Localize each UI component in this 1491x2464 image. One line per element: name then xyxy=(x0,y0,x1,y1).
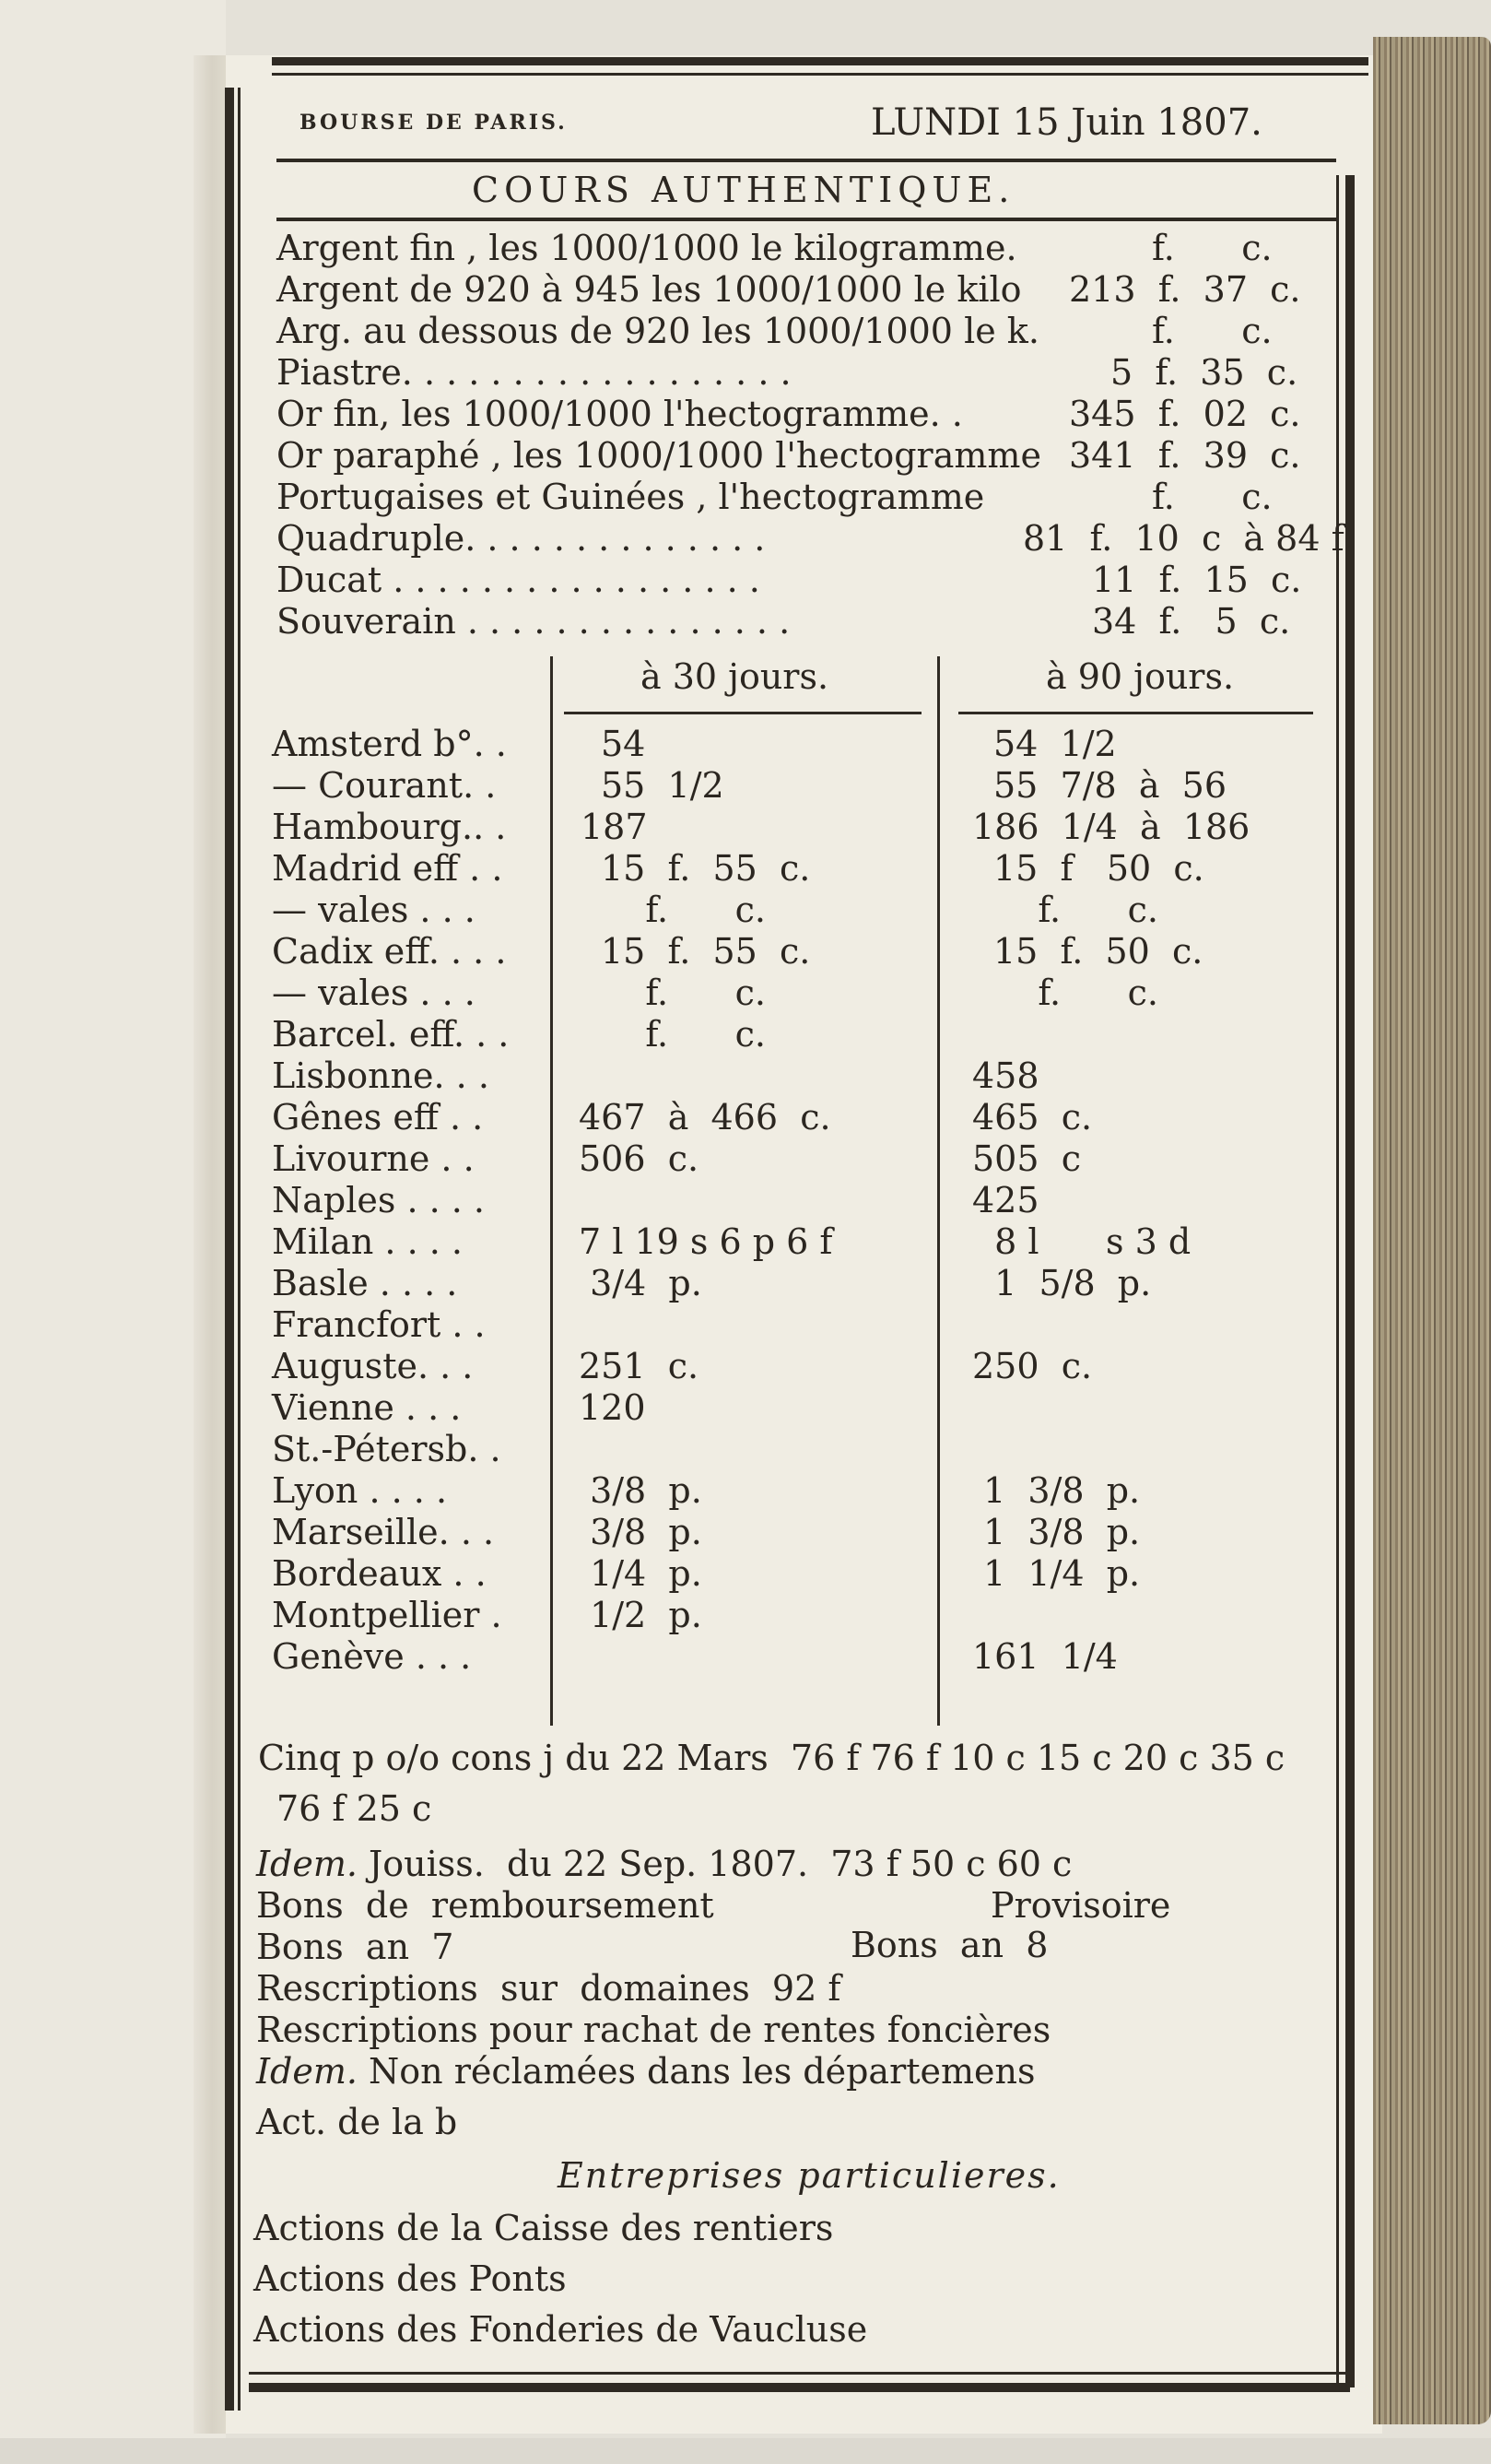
exchange-place: Basle . . . . xyxy=(272,1263,458,1303)
rate-30: 120 xyxy=(579,1387,646,1428)
rate-90: 8 l s 3 d xyxy=(972,1221,1192,1262)
cinq-pour-cent-line-2: 76 f 25 c xyxy=(276,1788,432,1829)
metal-value: f. c. xyxy=(1152,477,1273,517)
rate-30: 15 f. 55 c. xyxy=(601,931,811,972)
exchange-place: Livourne . . xyxy=(272,1138,475,1179)
idem-label: Idem. xyxy=(256,2051,358,2092)
rate-90: f. c. xyxy=(993,973,1158,1013)
rate-30: 55 1/2 xyxy=(601,765,724,806)
bottom-margin xyxy=(0,2438,1491,2464)
exchange-place: — vales . . . xyxy=(272,973,475,1013)
exchange-place: Montpellier . xyxy=(272,1595,502,1635)
rate-90: 1 3/8 p. xyxy=(972,1470,1141,1511)
metal-value: f. c. xyxy=(1152,228,1273,268)
rate-90: 458 xyxy=(972,1055,1039,1096)
left-border-thin xyxy=(238,88,241,2411)
rate-90: f. c. xyxy=(993,890,1158,930)
bottom-border-thin xyxy=(249,2372,1350,2375)
header-underline xyxy=(564,712,922,714)
idem-jouissance xyxy=(256,1844,1072,1884)
rate-90: 425 xyxy=(972,1180,1039,1220)
rate-30: 3/4 p. xyxy=(579,1263,702,1303)
title-rule xyxy=(276,218,1336,221)
metal-label: Arg. au dessous de 920 les 1000/1000 le k. xyxy=(276,311,1039,351)
bons-remboursement: Bons de remboursement xyxy=(256,1885,714,1926)
metal-value: 5 f. 35 c. xyxy=(1110,352,1298,393)
rate-30: 1/4 p. xyxy=(579,1553,702,1594)
exchange-place: Marseille. . . xyxy=(272,1512,495,1552)
exchange-place: Vienne . . . xyxy=(272,1387,462,1428)
bottom-border xyxy=(249,2383,1350,2392)
exchange-place: Lyon . . . . xyxy=(272,1470,448,1511)
metal-label: Piastre. . . . . . . . . . . . . . . . . . xyxy=(276,352,792,393)
column-rule xyxy=(550,656,553,1726)
header-underline xyxy=(958,712,1313,714)
idem-label: Idem. xyxy=(256,1844,358,1884)
top-border xyxy=(272,57,1368,65)
column-rule xyxy=(937,656,940,1726)
exchange-place: Gênes eff . . xyxy=(272,1097,484,1138)
rescriptions-rachat: Rescriptions pour rachat de rentes foncières xyxy=(256,2010,1051,2050)
exchange-place: — Courant. . xyxy=(272,765,497,806)
exchange-place: St.-Pétersb. . xyxy=(272,1429,501,1469)
rescriptions-domaines: Rescriptions sur domaines 92 f xyxy=(256,1968,841,2009)
rate-30: f. c. xyxy=(601,973,766,1013)
exchange-place: Cadix eff. . . . xyxy=(272,931,507,972)
rate-90: 1 3/8 p. xyxy=(972,1512,1141,1552)
entreprises-heading: Entreprises particulieres. xyxy=(558,2155,1061,2196)
rate-30: 251 c. xyxy=(579,1346,699,1386)
rate-90: 1 5/8 p. xyxy=(972,1263,1152,1303)
rate-90: 186 1/4 à 186 xyxy=(972,807,1250,847)
metal-value: 213 f. 37 c. xyxy=(1069,269,1301,310)
metal-label: Argent fin , les 1000/1000 le kilogramme. xyxy=(276,228,1017,268)
rate-30: 467 à 466 c. xyxy=(579,1097,831,1138)
metal-label: Portugaises et Guinées , l'hectogramme xyxy=(276,477,985,517)
bourse-label: BOURSE DE PARIS. xyxy=(299,111,568,135)
metal-value: 11 f. 15 c. xyxy=(1092,560,1302,600)
actions-banque: Act. de la b xyxy=(256,2102,458,2142)
entreprise-item: Actions de la Caisse des rentiers xyxy=(253,2208,834,2248)
exchange-place: Naples . . . . xyxy=(272,1180,486,1220)
right-border xyxy=(1345,175,1355,2387)
exchange-place: Bordeaux . . xyxy=(272,1553,487,1594)
rate-90: 505 c xyxy=(972,1138,1081,1179)
rate-30: 3/8 p. xyxy=(579,1470,702,1511)
metal-label: Or fin, les 1000/1000 l'hectogramme. . xyxy=(276,394,963,434)
rate-30: 7 l 19 s 6 p 6 f xyxy=(579,1221,833,1262)
provisoire: Provisoire xyxy=(991,1885,1171,1926)
col-header-90-days: à 90 jours. xyxy=(1046,656,1235,697)
right-border-thin xyxy=(1336,175,1339,2387)
metal-value: 341 f. 39 c. xyxy=(1069,435,1301,476)
bons-an-7: Bons an 7 xyxy=(256,1927,454,1967)
exchange-place: Francfort . . xyxy=(272,1304,486,1345)
header-rule xyxy=(276,159,1336,162)
rate-90: 15 f. 50 c. xyxy=(993,931,1203,972)
page-title: COURS AUTHENTIQUE. xyxy=(472,170,1016,210)
top-border-thin xyxy=(272,73,1368,76)
rate-30: 506 c. xyxy=(579,1138,699,1179)
idem-text: Jouiss. du 22 Sep. 1807. 73 f 50 c 60 c xyxy=(357,1844,1073,1884)
rate-90: 250 c. xyxy=(972,1346,1093,1386)
rate-30: f. c. xyxy=(601,1014,766,1055)
bons-an-8: Bons an 8 xyxy=(851,1925,1049,1965)
metal-label: Ducat . . . . . . . . . . . . . . . . . xyxy=(276,560,760,600)
exchange-place: Genève . . . xyxy=(272,1636,472,1677)
col-header-30-days: à 30 jours. xyxy=(640,656,829,697)
exchange-place: Lisbonne. . . xyxy=(272,1055,489,1096)
rate-90: 1 1/4 p. xyxy=(972,1553,1141,1594)
metal-value: 81 f. 10 c à 84 f xyxy=(1023,518,1344,559)
facing-page xyxy=(0,0,226,2464)
metal-label: Quadruple. . . . . . . . . . . . . . xyxy=(276,518,766,559)
left-border xyxy=(225,88,234,2411)
rate-30: f. c. xyxy=(601,890,766,930)
rate-30: 1/2 p. xyxy=(579,1595,702,1635)
page-edges xyxy=(1373,37,1491,2424)
exchange-place: — vales . . . xyxy=(272,890,475,930)
metal-value: 34 f. 5 c. xyxy=(1092,601,1291,642)
metal-label: Or paraphé , les 1000/1000 l'hectogramme xyxy=(276,435,1041,476)
idem-text: Non réclamées dans les départemens xyxy=(357,2051,1036,2092)
cinq-pour-cent-line: Cinq p o/o cons j du 22 Mars 76 f 76 f 10 c 15 c 20 c 35 c xyxy=(258,1738,1286,1778)
rate-90: 161 1/4 xyxy=(972,1636,1118,1677)
rate-30: 187 xyxy=(581,807,648,847)
rate-30: 54 xyxy=(601,724,646,764)
exchange-place: Hambourg.. . xyxy=(272,807,507,847)
exchange-place: Madrid eff . . xyxy=(272,848,503,889)
metal-value: f. c. xyxy=(1152,311,1273,351)
rate-30: 15 f. 55 c. xyxy=(601,848,811,889)
rate-90: 55 7/8 à 56 xyxy=(993,765,1227,806)
rate-90: 15 f 50 c. xyxy=(993,848,1204,889)
exchange-place: Milan . . . . xyxy=(272,1221,463,1262)
date-line: LUNDI 15 Juin 1807. xyxy=(871,101,1262,144)
rate-90: 54 1/2 xyxy=(993,724,1117,764)
metal-label: Souverain . . . . . . . . . . . . . . . xyxy=(276,601,791,642)
exchange-place: Barcel. eff. . . xyxy=(272,1014,510,1055)
idem-non-reclamees xyxy=(256,2051,1036,2092)
entreprise-item: Actions des Fonderies de Vaucluse xyxy=(253,2309,868,2350)
exchange-place: Auguste. . . xyxy=(272,1346,474,1386)
entreprise-item: Actions des Ponts xyxy=(253,2258,567,2299)
rate-30: 3/8 p. xyxy=(579,1512,702,1552)
metal-value: 345 f. 02 c. xyxy=(1069,394,1301,434)
exchange-place: Amsterd b°. . xyxy=(272,724,507,764)
rate-90: 465 c. xyxy=(972,1097,1093,1138)
metal-label: Argent de 920 à 945 les 1000/1000 le kilo xyxy=(276,269,1022,310)
